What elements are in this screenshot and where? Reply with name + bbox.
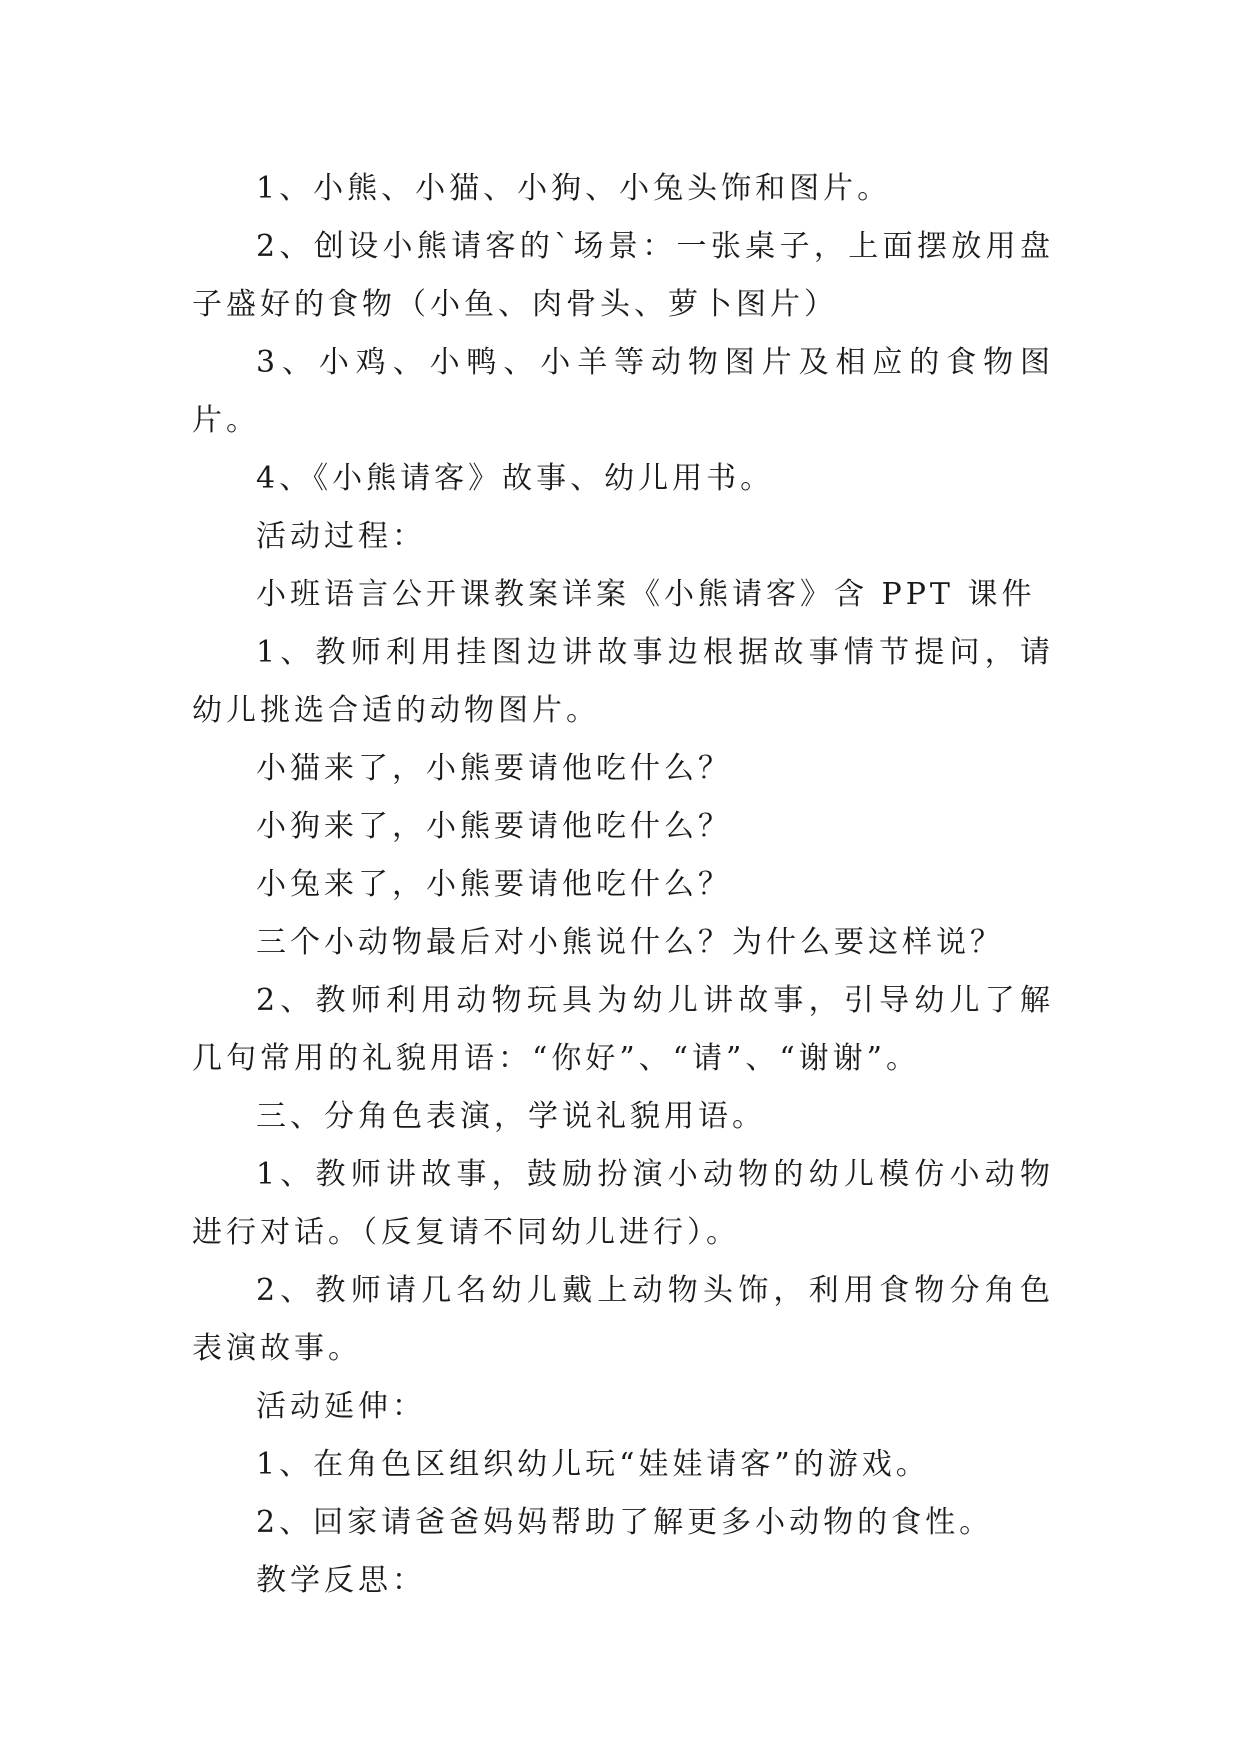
question-dog: 小狗来了，小熊要请他吃什么？: [256, 809, 732, 844]
question-rabbit: 小兔来了，小熊要请他吃什么？: [256, 867, 732, 902]
materials-item-1: 1、小熊、小猫、小狗、小兔头饰和图片。: [256, 171, 892, 206]
document-body: [192, 160, 1054, 1610]
lesson-title-line: 小班语言公开课教案详案《小熊请客》含 PPT 课件: [256, 577, 1036, 612]
extension-item-2: 2、回家请爸爸妈妈帮助了解更多小动物的食性。: [256, 1505, 994, 1540]
section-heading-reflection: 教学反思：: [256, 1563, 426, 1598]
extension-item-1: 1、在角色区组织幼儿玩“娃娃请客”的游戏。: [256, 1447, 930, 1482]
section-role-play: 三、分角色表演，学说礼貌用语。: [256, 1099, 766, 1134]
question-final: 三个小动物最后对小熊说什么？为什么要这样说？: [256, 925, 1004, 960]
section-heading-extension: 活动延伸：: [256, 1389, 426, 1424]
process-step-1: 1、教师利用挂图边讲故事边根据故事情节提问，请幼儿挑选合适的动物图片。: [192, 635, 1054, 728]
materials-item-3: 3、小鸡、小鸭、小羊等动物图片及相应的食物图片。: [192, 345, 1054, 438]
process-step-2: 2、教师利用动物玩具为幼儿讲故事，引导幼儿了解几句常用的礼貌用语：“你好”、“请”、“谢谢”。: [192, 983, 1054, 1076]
question-cat: 小猫来了，小熊要请他吃什么？: [256, 751, 732, 786]
role-play-step-1: 1、教师讲故事，鼓励扮演小动物的幼儿模仿小动物进行对话。（反复请不同幼儿进行）。: [192, 1157, 1054, 1250]
materials-item-4: 4、《小熊请客》故事、幼儿用书。: [256, 461, 775, 496]
section-heading-process: 活动过程：: [256, 519, 426, 554]
role-play-step-2: 2、教师请几名幼儿戴上动物头饰，利用食物分角色表演故事。: [192, 1273, 1054, 1366]
materials-item-2: 2、创设小熊请客的`场景：一张桌子，上面摆放用盘子盛好的食物（小鱼、肉骨头、萝卜图片）: [192, 229, 1054, 322]
